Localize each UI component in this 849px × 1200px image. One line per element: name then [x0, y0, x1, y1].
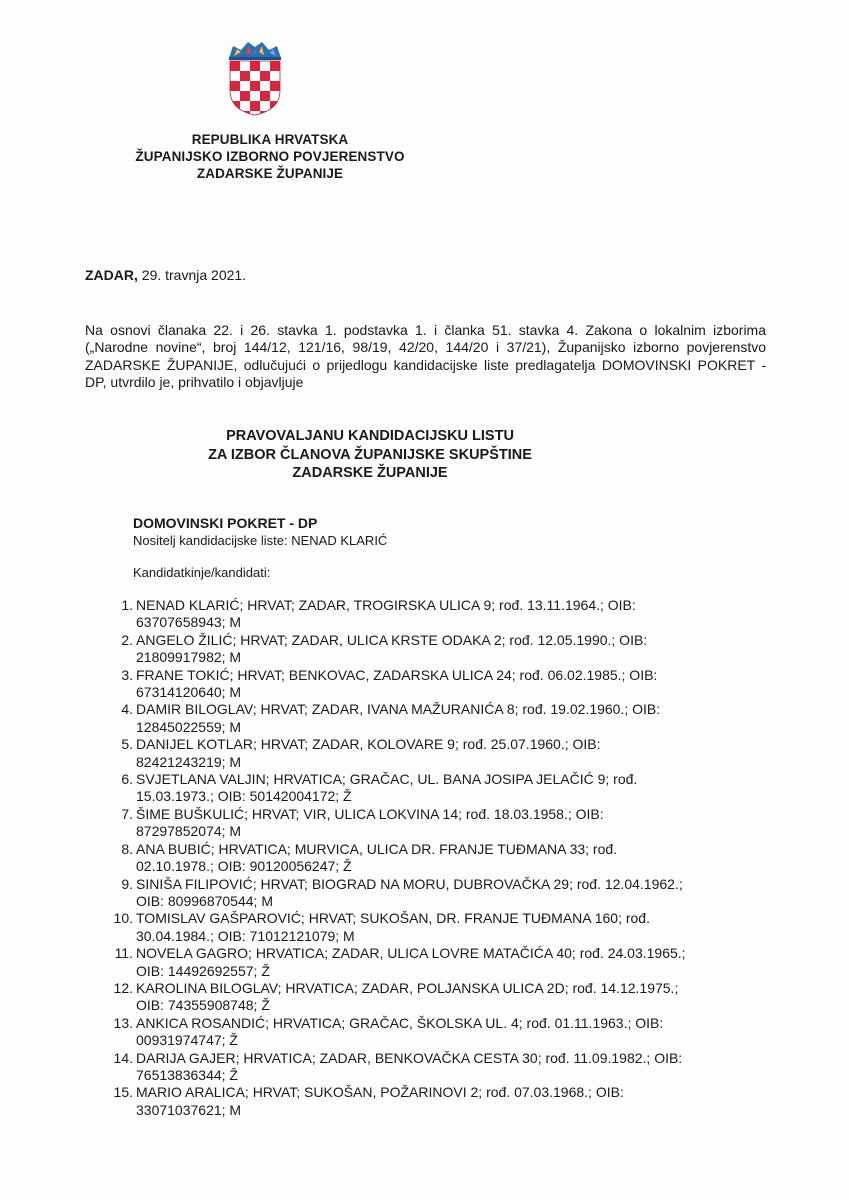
candidate-line-1: KAROLINA BILOGLAV; HRVATICA; ZADAR, POLJANSKA ULICA 2D; rođ. 14.12.1975.;: [136, 979, 679, 996]
candidate-line-1: MARIO ARALICA; HRVAT; SUKOŠAN, POŽARINOVI 2; rođ. 07.03.1968.; OIB:: [136, 1084, 624, 1101]
candidate-line-1: DANIJEL KOTLAR; HRVAT; ZADAR, KOLOVARE 9; rođ. 25.07.1960.; OIB:: [136, 736, 601, 753]
candidate-item: [112, 1015, 772, 1050]
candidate-item: [112, 945, 772, 980]
list-holder: Nositelj kandidacijske liste: NENAD KLARIĆ: [133, 533, 388, 548]
candidate-item: [112, 667, 772, 702]
candidate-line-2: OIB: 74355908748; Ž: [136, 997, 270, 1014]
candidate-number: 7.: [121, 805, 133, 822]
candidate-line-2: 00931974747; Ž: [136, 1032, 238, 1049]
candidate-line-1: DAMIR BILOGLAV; HRVAT; ZADAR, IVANA MAŽURANIĆA 8; rođ. 19.02.1960.; OIB:: [136, 701, 661, 718]
candidate-number: 9.: [121, 875, 133, 892]
candidate-line-2: OIB: 14492692557; Ž: [136, 962, 270, 979]
candidate-item: [112, 1050, 772, 1085]
candidate-line-2: 63707658943; M: [136, 614, 242, 631]
candidate-number: 11.: [114, 945, 133, 962]
title-line-1: PRAVOVALJANU KANDIDACIJSKU LISTU: [226, 428, 514, 444]
candidate-list: [112, 597, 772, 1119]
candidate-line-1: DARIJA GAJER; HRVATICA; ZADAR, BENKOVAČKA CESTA 30; rođ. 11.09.1982.; OIB:: [136, 1049, 683, 1066]
candidate-line-1: ANA BUBIĆ; HRVATICA; MURVICA, ULICA DR. FRANJE TUĐMANA 33; rođ.: [136, 840, 618, 857]
title-line-2: ZA IZBOR ČLANOVA ŽUPANIJSKE SKUPŠTINE: [208, 446, 532, 463]
candidate-line-1: NENAD KLARIĆ; HRVAT; ZADAR, TROGIRSKA ULICA 9; rođ. 13.11.1964.; OIB:: [136, 597, 636, 613]
candidate-line-2: 67314120640; M: [136, 684, 242, 701]
candidate-number: 3.: [121, 666, 133, 683]
candidate-line-1: SINIŠA FILIPOVIĆ; HRVAT; BIOGRAD NA MORU, DUBROVAČKA 29; rođ. 12.04.1962.;: [136, 875, 683, 892]
candidate-number: 13.: [113, 1014, 133, 1031]
dateline-place: ZADAR,: [85, 267, 138, 283]
candidate-item: [112, 597, 772, 632]
candidate-line-2: 15.03.1973.; OIB: 50142004172; Ž: [136, 788, 352, 805]
dateline: [85, 267, 246, 283]
candidate-number: 5.: [121, 736, 133, 753]
candidate-line-2: 76513836344; Ž: [136, 1066, 238, 1083]
candidate-line-1: TOMISLAV GAŠPAROVIĆ; HRVAT; SUKOŠAN, DR. FRANJE TUĐMANA 160; rođ.: [136, 910, 650, 927]
candidate-line-2: 87297852074; M: [136, 823, 242, 840]
candidate-line-2: OIB: 80996870544; M: [136, 892, 273, 909]
candidate-line-2: 12845022559; M: [136, 718, 242, 735]
candidate-line-2: 82421243219; M: [136, 753, 242, 770]
candidate-item: [112, 632, 772, 667]
party-name: DOMOVINSKI POKRET - DP: [133, 515, 318, 531]
candidate-item: [112, 736, 772, 771]
candidate-number: 1.: [121, 597, 133, 613]
candidate-line-1: FRANE TOKIĆ; HRVAT; BENKOVAC, ZADARSKA ULICA 24; rođ. 06.02.1985.; OIB:: [136, 666, 658, 683]
candidate-line-1: ANGELO ŽILIĆ; HRVAT; ZADAR, ULICA KRSTE ODAKA 2; rođ. 12.05.1990.; OIB:: [136, 631, 648, 648]
candidate-item: [112, 910, 772, 945]
candidate-number: 2.: [121, 631, 133, 648]
dateline-date: 29. travnja 2021.: [137, 267, 247, 283]
candidate-number: 4.: [121, 701, 133, 718]
candidate-line-1: ŠIME BUŠKULIĆ; HRVAT; VIR, ULICA LOKVINA 14; rođ. 18.03.1958.; OIB:: [136, 805, 604, 822]
candidate-line-2: 33071037621; M: [136, 1101, 242, 1118]
candidate-number: 10.: [113, 910, 133, 927]
candidate-line-1: NOVELA GAGRO; HRVATICA; ZADAR, ULICA LOVRE MATAČIĆA 40; rođ. 24.03.1965.;: [136, 945, 686, 962]
candidate-item: [112, 876, 772, 911]
issuer-header: [120, 131, 420, 182]
candidate-line-2: 02.10.1978.; OIB: 90120056247; Ž: [136, 858, 352, 875]
candidate-item: [112, 701, 772, 736]
intro-paragraph: Na osnovi članaka 22. i 26. stavka 1. podstavka 1. i članka 51. stavka 4. Zakona o lokalnim izborima („Narodne novine“, broj 144/12, 121/16, 98/19, 42/20, 144/20 i 37/21), Županijsko izborno povjerenstvo ZADARSKE ŽUPANIJE, odlučujući o prijedlogu kandidacijske liste predlagatelja DOMOVINSKI POKRET - DP, utvrdilo je, prihvatilo i objavljuje: [85, 322, 766, 390]
candidate-number: 14.: [113, 1049, 133, 1066]
candidate-line-2: 21809917982; M: [136, 649, 242, 666]
candidate-item: [112, 1084, 772, 1119]
candidate-line-1: ANKICA ROSANDIĆ; HRVATICA; GRAČAC, ŠKOLSKA UL. 4; rođ. 01.11.1963.; OIB:: [136, 1014, 664, 1031]
title-line-3: ZADARSKE ŽUPANIJE: [292, 465, 448, 481]
candidate-line-2: 30.04.1984.; OIB: 71012121079; M: [136, 927, 355, 944]
candidate-item: [112, 771, 772, 806]
candidate-item: [112, 980, 772, 1015]
croatian-coat-of-arms-icon: [226, 38, 284, 116]
candidate-item: [112, 841, 772, 876]
document-title: [100, 427, 640, 483]
candidate-line-1: SVJETLANA VALJIN; HRVATICA; GRAČAC, UL. BANA JOSIPA JELAČIĆ 9; rođ.: [136, 771, 638, 788]
candidates-label: Kandidatkinje/kandidati:: [133, 565, 271, 580]
candidate-number: 12.: [113, 979, 133, 996]
candidate-number: 6.: [121, 771, 133, 788]
candidate-number: 8.: [121, 840, 133, 857]
header-line-county: ZADARSKE ŽUPANIJE: [196, 166, 344, 181]
header-line-commission: ŽUPANIJSKO IZBORNO POVJERENSTVO: [135, 149, 405, 164]
candidate-number: 15.: [113, 1084, 133, 1101]
header-line-republic: REPUBLIKA HRVATSKA: [191, 132, 349, 147]
candidate-item: [112, 806, 772, 841]
